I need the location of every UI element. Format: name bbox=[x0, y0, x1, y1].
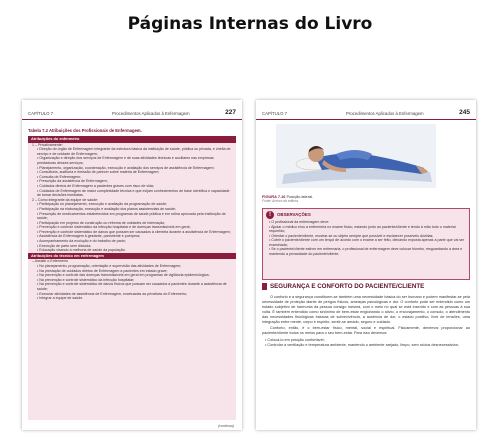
observation-item: • O profissional da enfermagem deve: bbox=[269, 220, 465, 225]
table-row: • Participação em projetos de construção ou reforma de unidades de internação; bbox=[28, 221, 236, 226]
table-row: • Direção do órgão de Enfermagem integrante da estrutura básica da instituição de saúde, pública ou privada, e chefia de serviço e de unidade de Enfermagem; bbox=[28, 147, 236, 156]
observations-list bbox=[263, 220, 469, 256]
table-row: • Na prevenção e controle das doenças transmissíveis em geral em programas de vigilância epidemiológica; bbox=[28, 273, 236, 278]
table-band-technician: Atribuições do técnico em enfermagem bbox=[28, 253, 236, 260]
info-icon: ! bbox=[266, 211, 274, 219]
table-row: • Consulta de Enfermagem; bbox=[28, 175, 236, 180]
continues-label: (continua) bbox=[218, 424, 234, 428]
chapter-label: CAPÍTULO 7 bbox=[262, 111, 288, 116]
observation-item: • Orientar o paciente/cliente, mostrar-se ou objeto sempre que possível e esclarecer possíveis dúvidas; bbox=[269, 234, 465, 239]
chapter-label: CAPÍTULO 7 bbox=[28, 111, 54, 116]
table-row: 1 – Privativamente: bbox=[32, 142, 63, 147]
section-marker bbox=[262, 283, 267, 290]
table-row: • Organização e direção dos serviços de Enfermagem e de suas atividades técnicas e auxiliares nas empresas prestadoras desses serviços; bbox=[28, 156, 236, 165]
observation-item: • Ajudar o médico e/ou a enfermeira no exame físico, estando junto ao paciente/cliente e tendo à mão todo o material requerido; bbox=[269, 225, 465, 234]
table-row: • Cuidados diretos de Enfermagem a pacientes graves com risco de vida; bbox=[28, 184, 236, 189]
page-number: 227 bbox=[225, 109, 236, 116]
section-label: Procedimentos Aplicados à Enfermagem bbox=[112, 111, 190, 116]
table-row: • Assistência de Enfermagem à gestante, parturiente e puérpera; bbox=[28, 234, 236, 239]
table-rows-nurse bbox=[28, 143, 236, 253]
figure-source: Fonte: Acervo da editora. bbox=[262, 199, 299, 203]
table-row: • No planejamento, programação, orientação e supervisão das atividades de Enfermagem; bbox=[28, 264, 236, 269]
page-number: 245 bbox=[459, 109, 470, 116]
table-title: Tabela 7.2 Atribuições dos Profissionais de Enfermagem. bbox=[28, 128, 142, 133]
table-row: • Acompanhamento da evolução e do trabalho de parto; bbox=[28, 239, 236, 244]
attributions-table bbox=[28, 136, 236, 420]
table-row: • Prescrição de medicamentos estabelecidos em programas de saúde pública e em rotina aprovada pela instituição de saúde; bbox=[28, 212, 236, 221]
table-band-nurse: Atribuições do enfermeiro bbox=[28, 136, 236, 143]
table-row: 2 – Como integrante da equipe de saúde: bbox=[32, 197, 99, 202]
figure-caption-text: Posição lateral. bbox=[286, 194, 314, 199]
table-row: • Na prevenção e controle sistemático de danos físicos que possam ser causados a pacientes durante a assistência de saúde; bbox=[28, 282, 236, 291]
table-row: • Consultoria, auditoria e emissão de parecer sobre matéria de Enfermagem; bbox=[28, 170, 236, 175]
observation-item: • Cobrir o paciente/cliente com um lençol de acordo com o exame a ser feito, deixando exposta apenas a parte que vai ser examinada; bbox=[269, 238, 465, 247]
table-row: – Assistir o Enfermeiro bbox=[32, 259, 68, 264]
table-row: • Prevenção e controle sistemático da infecção hospitalar e de doenças transmissíveis em geral; bbox=[28, 225, 236, 230]
bullet-item: • Colocá-lo em posição confortável; bbox=[262, 338, 470, 343]
table-row: • Executar atividades de assistência de Enfermagem, excetuadas as privativas do Enfermeiro; bbox=[28, 292, 236, 297]
bullet-list bbox=[262, 338, 470, 348]
table-row: • Integrar a equipe de saúde. bbox=[28, 296, 236, 301]
page-header bbox=[22, 110, 242, 120]
section-title-text: SEGURANÇA E CONFORTO DO PACIENTE/CLIENTE bbox=[270, 283, 425, 290]
table-row: • Cuidados de Enfermagem de maior complexidade técnica e que exijam conhecimentos de base científica e capacidade de tomar decisões imediatas. bbox=[28, 189, 236, 198]
observations-label: OBSERVAÇÕES bbox=[277, 212, 311, 217]
table-row: • Execução de parto sem distocia; bbox=[28, 244, 236, 249]
book-page-left bbox=[22, 100, 242, 430]
table-row: • Na prestação de cuidados diretos de Enfermagem a pacientes em estado grave; bbox=[28, 269, 236, 274]
table-row: • Prescrição da assistência de Enfermagem; bbox=[28, 179, 236, 184]
page-header bbox=[256, 110, 476, 120]
table-row: • Educação visando à melhoria de saúde da população. bbox=[28, 248, 236, 253]
bullet-item: • Controlar a ventilação e temperatura ambiente, mantendo o ambiente arejado, limpo, sem ruídos desnecessários; bbox=[262, 343, 470, 348]
table-row: • Participação na elaboração, execução e avaliação dos planos assistenciais de saúde; bbox=[28, 207, 236, 212]
table-row: • Planejamento, organização, coordenação, execução e avaliação dos serviços de assistência de Enfermagem; bbox=[28, 166, 236, 171]
paragraph: Conforto, então, é o bem-estar físico, mental, social e espiritual. Fisicamente, devemos proporcionar ao paciente/cliente todos os meios para o seu bem-estar. Para isso devemos: bbox=[262, 326, 470, 336]
paragraph: O conforto e a segurança constituem-se também uma necessidade básica do ser humano e podem manifestar-se pela necessidade de proteção diante de perigos físicos, ameaças psicológicas e dor. O conforto pode ser entendido como um estado subjetivo de harmonia da pessoa consigo mesma, com o meio no qual se está inserido e com as pessoas à sua volta. É também entendido como sinônimo de bem-estar englobando o alívio, o encorajamento, o consolo, o atendimento das necessidades fisiológicas básicas de sobrevivência, a ausência de dor, o estado positivo, livre de tensões, uma integração entre mente, corpo e espírito, sentir-se amado, seguro e cuidado. bbox=[262, 295, 470, 324]
paragraphs bbox=[262, 295, 470, 336]
observations-header bbox=[263, 209, 469, 220]
section-label: Procedimentos Aplicados à Enfermagem bbox=[346, 111, 424, 116]
figure-caption-label: FIGURA 7.16 bbox=[262, 194, 286, 199]
table-rows-technician bbox=[28, 259, 236, 300]
body-text bbox=[262, 295, 470, 348]
page-title: Páginas Internas do Livro bbox=[127, 14, 373, 34]
book-page-right bbox=[256, 100, 476, 430]
lateral-position-illustration bbox=[276, 124, 436, 188]
table-row: • Prevenção e controle sistemático de danos que possam ser causados à clientela durante a assistência de Enfermagem; bbox=[28, 230, 236, 235]
section-title bbox=[262, 283, 470, 290]
table-row: • Participação no planejamento, execução e avaliação da programação de saúde; bbox=[28, 202, 236, 207]
observations-box bbox=[262, 208, 470, 280]
table-row: • Na prevenção e controle sistemático da infecção hospitalar; bbox=[28, 278, 236, 283]
observation-item: • Se o paciente/cliente estiver em enfermaria, o profissional de enfermagem deve colocar biombo, resguardando a área e mantendo a privacidade do paciente/cliente. bbox=[269, 247, 465, 256]
